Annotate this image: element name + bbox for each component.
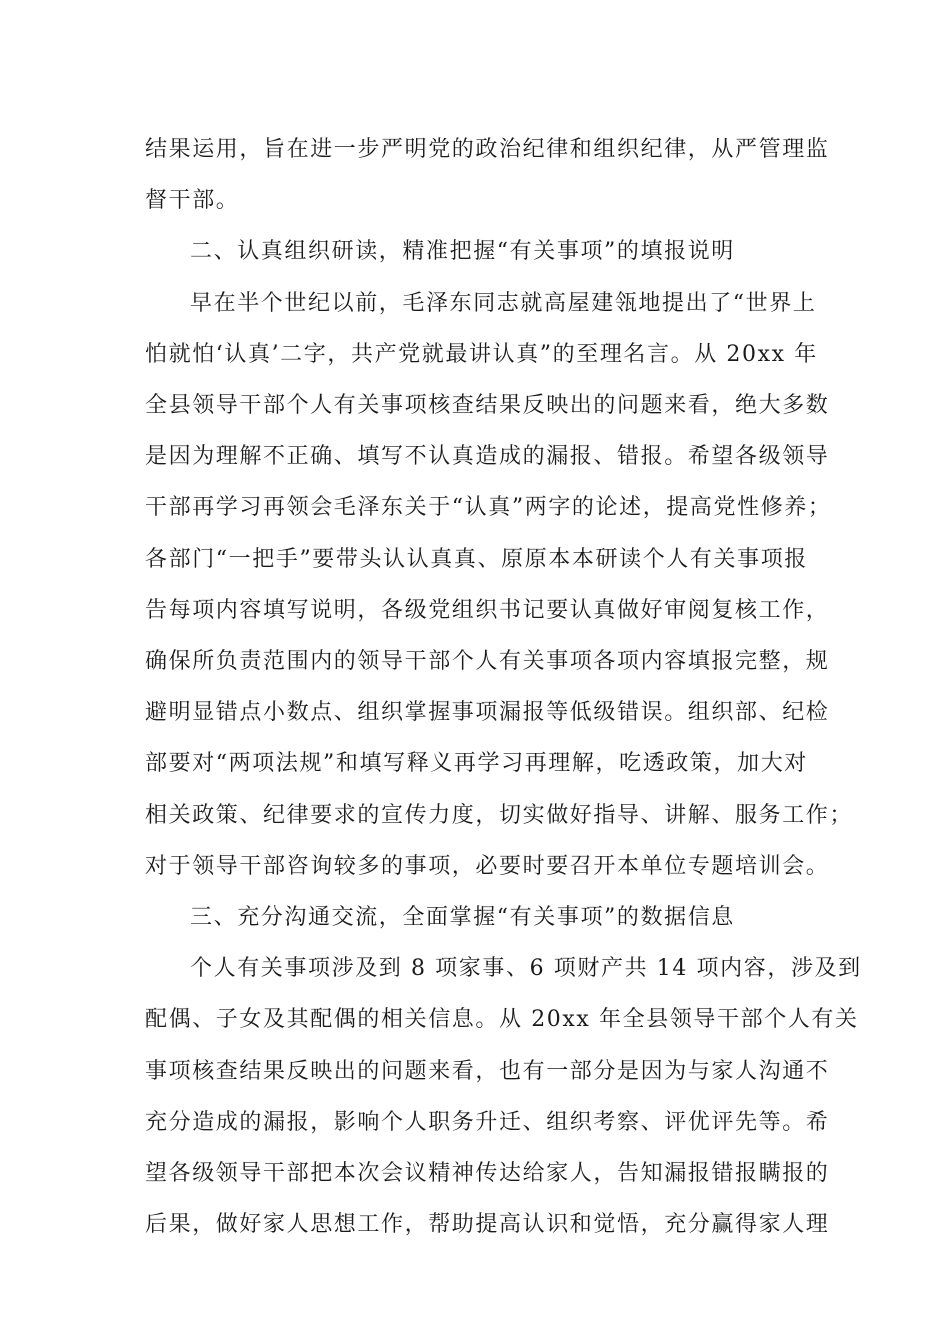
body-text-line: 配偶、子女及其配偶的相关信息。从 20xx 年全县领导干部个人有关 <box>145 1007 859 1032</box>
body-text-line: 督干部。 <box>145 188 240 213</box>
body-text-line: 干部再学习再领会毛泽东关于“认真”两字的论述，提高党性修养； <box>145 495 832 520</box>
body-text-line: 部要对“两项法规”和填写释义再学习再理解，吃透政策，加大对 <box>145 751 808 776</box>
body-text-line: 避明显错点小数点、组织掌握事项漏报等低级错误。组织部、纪检 <box>145 700 830 725</box>
body-text-line: 望各级领导干部把本次会议精神传达给家人，告知漏报错报瞒报的 <box>145 1161 830 1186</box>
body-text-line: 个人有关事项涉及到 8 项家事、6 项财产共 14 项内容，涉及到 <box>190 956 862 981</box>
section-heading: 三、充分沟通交流，全面掌握“有关事项”的数据信息 <box>190 905 735 930</box>
body-text-line: 事项核查结果反映出的问题来看，也有一部分是因为与家人沟通不 <box>145 1059 830 1084</box>
body-text-line: 相关政策、纪律要求的宣传力度，切实做好指导、讲解、服务工作； <box>145 803 854 828</box>
section-heading: 二、认真组织研读，精准把握“有关事项”的填报说明 <box>190 239 735 264</box>
body-text-line: 告每项内容填写说明，各级党组织书记要认真做好审阅复核工作， <box>145 598 830 623</box>
body-text-line: 怕就怕‘认真’二字，共产党就最讲认真”的至理名言。从 20xx 年 <box>145 342 818 367</box>
body-text-line: 结果运用，旨在进一步严明党的政治纪律和组织纪律，从严管理监 <box>145 137 830 162</box>
body-text-line: 是因为理解不正确、填写不认真造成的漏报、错报。希望各级领导 <box>145 444 830 469</box>
body-text-line: 早在半个世纪以前，毛泽东同志就高屋建瓴地提出了“世界上 <box>190 291 817 316</box>
body-text-line: 对于领导干部咨询较多的事项，必要时要召开本单位专题培训会。 <box>145 854 830 879</box>
body-text-line: 充分造成的漏报，影响个人职务升迁、组织考察、评优评先等。希 <box>145 1110 830 1135</box>
body-text-line: 后果，做好家人思想工作，帮助提高认识和觉悟，充分赢得家人理 <box>145 1212 830 1237</box>
body-text-line: 各部门“一把手”要带头认认真真、原原本本研读个人有关事项报 <box>145 547 808 572</box>
body-text-line: 全县领导干部个人有关事项核查结果反映出的问题来看，绝大多数 <box>145 393 830 418</box>
body-text-line: 确保所负责范围内的领导干部个人有关事项各项内容填报完整，规 <box>145 649 830 674</box>
